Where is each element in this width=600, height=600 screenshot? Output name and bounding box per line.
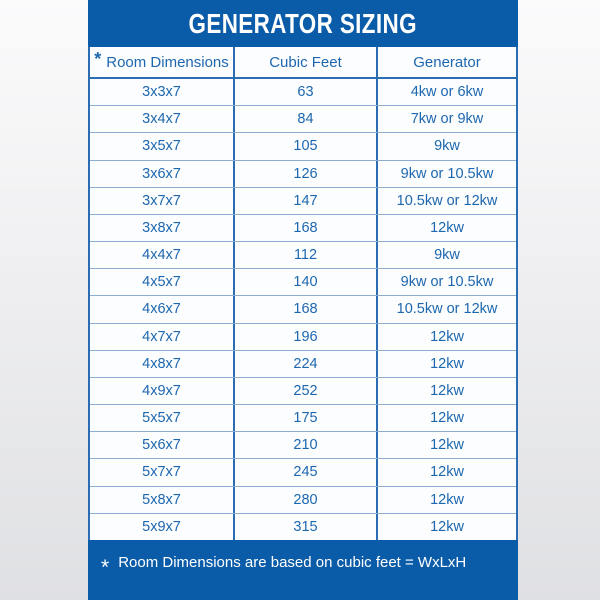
- table-header-row: [90, 47, 516, 79]
- page-title: GENERATOR SIZING: [188, 7, 418, 39]
- header-cubic-feet: Cubic Feet: [235, 47, 378, 77]
- table-row: [90, 324, 516, 351]
- cell-dims: 4x5x7: [90, 269, 235, 295]
- table-row: [90, 459, 516, 486]
- table-row: [90, 514, 516, 540]
- cell-generator: 12kw: [430, 518, 464, 535]
- asterisk-note-marker: *: [94, 48, 102, 69]
- asterisk-icon: *: [101, 556, 110, 579]
- table-row: [90, 405, 516, 432]
- cell-cubic_feet: 252: [235, 378, 378, 404]
- table-row: [90, 378, 516, 405]
- cell-dims: 4x9x7: [90, 378, 235, 404]
- cell-generator: 12kw: [430, 219, 464, 236]
- footnote-text: Room Dimensions are based on cubic feet = WxLxH: [118, 554, 467, 571]
- cell-cubic_feet: 315: [235, 514, 378, 540]
- cell-generator: 12kw: [430, 328, 464, 345]
- table-row: [90, 215, 516, 242]
- table-row: [90, 188, 516, 215]
- cell-dims: 5x9x7: [90, 514, 235, 540]
- header-label: Room Dimensions: [106, 53, 229, 71]
- title-banner: [88, 0, 518, 47]
- table-row: [90, 106, 516, 133]
- cell-cubic_feet: 112: [235, 242, 378, 268]
- cell-cubic_feet: 147: [235, 188, 378, 214]
- cell-generator: 10.5kw or 12kw: [396, 192, 498, 209]
- cell-cubic_feet: 196: [235, 324, 378, 350]
- table-body: [90, 79, 516, 540]
- cell-cubic_feet: 84: [235, 106, 378, 132]
- table-row: [90, 79, 516, 106]
- table-row: [90, 133, 516, 160]
- cell-dims: 5x8x7: [90, 487, 235, 513]
- cell-generator: 12kw: [430, 410, 464, 427]
- generator-sizing-poster: [88, 0, 518, 600]
- cell-generator: 12kw: [430, 355, 464, 372]
- cell-dims: 3x3x7: [90, 79, 235, 105]
- table-row: [90, 242, 516, 269]
- cell-cubic_feet: 168: [235, 215, 378, 241]
- table-row: [90, 432, 516, 459]
- sizing-table: [88, 47, 518, 540]
- cell-generator: 12kw: [430, 437, 464, 454]
- cell-generator: 9kw or 10.5kw: [400, 274, 494, 291]
- cell-dims: 3x6x7: [90, 161, 235, 187]
- cell-cubic_feet: 224: [235, 351, 378, 377]
- header-generator: Generator: [413, 53, 481, 71]
- cell-cubic_feet: 126: [235, 161, 378, 187]
- cell-dims: 3x4x7: [90, 106, 235, 132]
- cell-cubic_feet: 140: [235, 269, 378, 295]
- cell-dims: 5x6x7: [90, 432, 235, 458]
- header-room-dimensions: [90, 47, 235, 77]
- cell-dims: 5x7x7: [90, 459, 235, 485]
- cell-cubic_feet: 175: [235, 405, 378, 431]
- footnote-bar: [88, 540, 518, 600]
- cell-generator: 12kw: [430, 491, 464, 508]
- cell-cubic_feet: 168: [235, 296, 378, 322]
- cell-dims: 3x8x7: [90, 215, 235, 241]
- cell-dims: 5x5x7: [90, 405, 235, 431]
- cell-dims: 4x6x7: [90, 296, 235, 322]
- cell-cubic_feet: 63: [235, 79, 378, 105]
- table-row: [90, 161, 516, 188]
- table-row: [90, 487, 516, 514]
- cell-cubic_feet: 105: [235, 133, 378, 159]
- cell-generator: 12kw: [430, 464, 464, 481]
- cell-cubic_feet: 210: [235, 432, 378, 458]
- table-row: [90, 351, 516, 378]
- cell-dims: 4x8x7: [90, 351, 235, 377]
- cell-generator: 4kw or 6kw: [410, 84, 484, 101]
- table-row: [90, 296, 516, 323]
- cell-generator: 10.5kw or 12kw: [396, 301, 498, 318]
- cell-generator: 9kw: [434, 138, 460, 155]
- cell-generator: 7kw or 9kw: [410, 111, 484, 128]
- cell-cubic_feet: 280: [235, 487, 378, 513]
- cell-dims: 4x7x7: [90, 324, 235, 350]
- cell-generator: 12kw: [430, 382, 464, 399]
- table-row: [90, 269, 516, 296]
- cell-generator: 9kw or 10.5kw: [400, 165, 494, 182]
- cell-dims: 4x4x7: [90, 242, 235, 268]
- cell-generator: 9kw: [434, 247, 460, 264]
- cell-dims: 3x5x7: [90, 133, 235, 159]
- cell-dims: 3x7x7: [90, 188, 235, 214]
- cell-cubic_feet: 245: [235, 459, 378, 485]
